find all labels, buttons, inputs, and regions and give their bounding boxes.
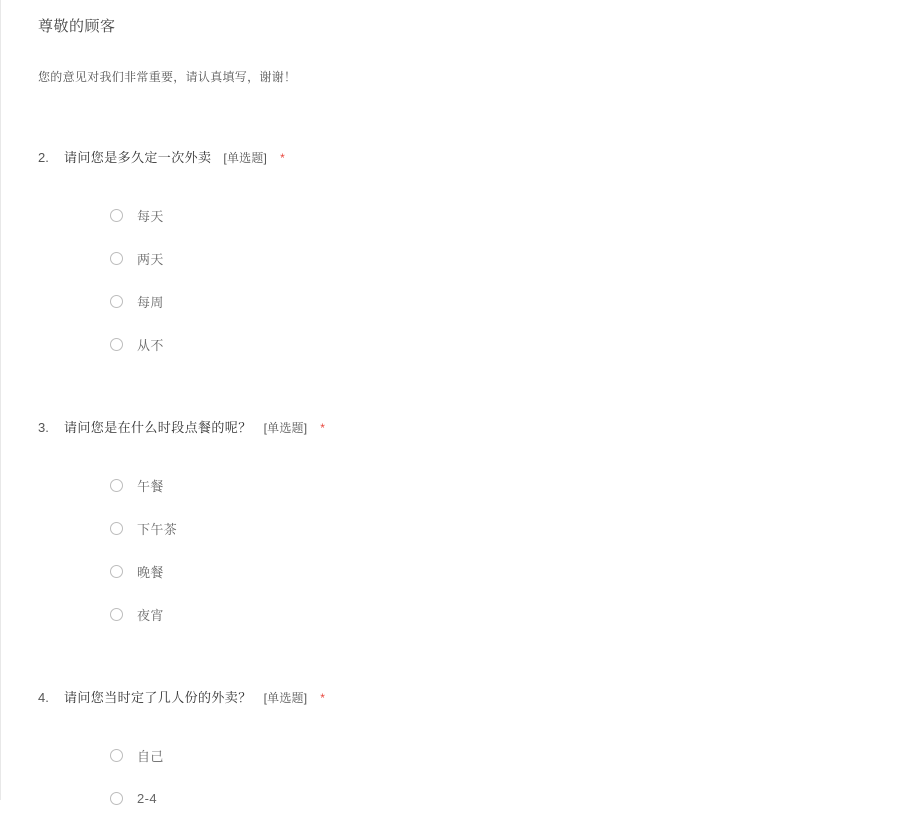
question-block-2: [0, 86, 900, 366]
radio-icon[interactable]: [110, 209, 123, 222]
option-row[interactable]: [64, 194, 880, 237]
option-row[interactable]: [64, 734, 880, 777]
option-row[interactable]: [64, 593, 880, 636]
question-block-3: [0, 366, 900, 636]
question-header-2: [38, 148, 880, 168]
option-label: 晚餐: [137, 565, 164, 580]
option-label: 午餐: [137, 479, 164, 494]
option-row[interactable]: [64, 777, 880, 820]
question-block-4: [0, 636, 900, 820]
options-list-2: [38, 168, 880, 366]
question-header-4: [38, 688, 880, 708]
radio-icon[interactable]: [110, 295, 123, 308]
radio-icon[interactable]: [110, 522, 123, 535]
option-row[interactable]: [64, 323, 880, 366]
question-number-2: 2.: [38, 150, 49, 165]
option-label: 两天: [137, 252, 164, 267]
option-label: 夜宵: [137, 608, 164, 623]
radio-icon[interactable]: [110, 565, 123, 578]
question-required-2: *: [280, 151, 285, 165]
option-row[interactable]: [64, 550, 880, 593]
radio-icon[interactable]: [110, 479, 123, 492]
question-number-4: 4.: [38, 690, 49, 705]
option-label: 每周: [137, 295, 164, 310]
question-type-2: [单选题]: [223, 151, 268, 165]
option-label: 每天: [137, 209, 164, 224]
question-title-4: 请问您当时定了几人份的外卖？: [64, 690, 252, 705]
radio-icon[interactable]: [110, 749, 123, 762]
options-list-4: [38, 708, 880, 820]
option-label: 2-4: [137, 791, 157, 806]
survey-description: 您的意见对我们非常重要，请认真填写，谢谢！: [38, 70, 297, 84]
radio-icon[interactable]: [110, 338, 123, 351]
survey-title: 尊敬的顾客: [38, 18, 116, 35]
option-row[interactable]: [64, 507, 880, 550]
options-list-3: [38, 438, 880, 636]
question-title-3: 请问您是在什么时段点餐的呢？: [64, 420, 252, 435]
survey-header: [0, 0, 900, 86]
option-label: 自己: [137, 749, 164, 764]
question-title-2: 请问您是多久定一次外卖: [64, 150, 212, 165]
radio-icon[interactable]: [110, 252, 123, 265]
question-number-3: 3.: [38, 420, 49, 435]
radio-icon[interactable]: [110, 792, 123, 805]
option-row[interactable]: [64, 237, 880, 280]
option-label: 下午茶: [137, 522, 178, 537]
question-type-4: [单选题]: [263, 691, 308, 705]
question-required-4: *: [320, 691, 325, 705]
option-row[interactable]: [64, 280, 880, 323]
option-row[interactable]: [64, 464, 880, 507]
page-left-border: [0, 0, 1, 800]
question-type-3: [单选题]: [263, 421, 308, 435]
radio-icon[interactable]: [110, 608, 123, 621]
option-label: 从不: [137, 338, 164, 353]
question-required-3: *: [320, 421, 325, 435]
question-header-3: [38, 418, 880, 438]
